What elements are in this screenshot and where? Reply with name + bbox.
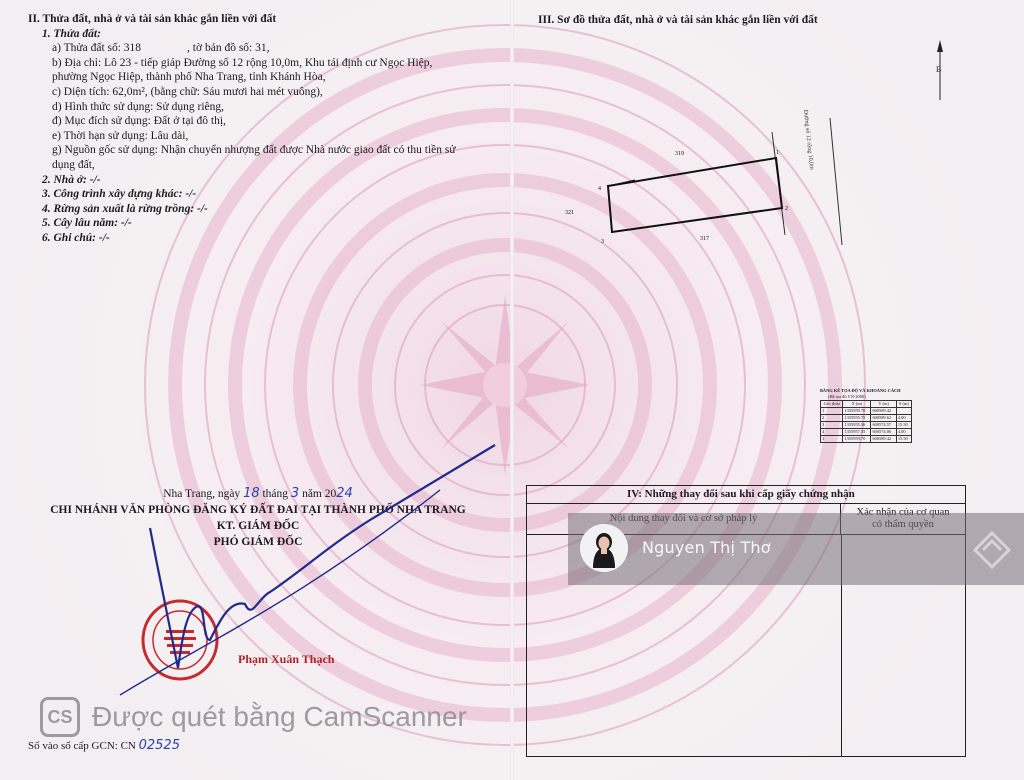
coord-row	[821, 422, 912, 429]
parcel-heading: 1. Thửa đất:	[42, 27, 101, 40]
usage-term: e) Thời hạn sử dụng: Lâu dài,	[52, 129, 189, 142]
parcel-number: a) Thửa đất số: 318 , tờ bản đồ số: 31,	[52, 42, 270, 55]
coord-col-header: Y (m)	[871, 401, 896, 408]
coord-cell: 15.50	[896, 436, 911, 443]
role-title: PHÓ GIÁM ĐỐC	[213, 536, 303, 548]
usage-purpose: đ) Mục đích sử dụng: Đất ở tại đô thị,	[52, 115, 226, 128]
section-title: II. Thửa đất, nhà ở và tài sản khác gắn liền với đất	[28, 13, 277, 25]
coord-cell: 4	[821, 429, 843, 436]
coord-cell	[896, 408, 911, 415]
changes-title: IV: Những thay đổi sau khi cấp giấy chứng nhận	[527, 486, 965, 504]
coord-row	[821, 436, 912, 443]
parcel-diagram	[520, 30, 1020, 330]
coordinate-table	[820, 388, 920, 443]
coord-cell: 15.50	[896, 422, 911, 429]
camscanner-logo-icon: CS	[40, 697, 80, 737]
coord-cell: 600589.42	[871, 436, 896, 443]
lot-321-label: 321	[565, 210, 574, 216]
coord-cell: 3	[821, 422, 843, 429]
camscanner-watermark	[40, 697, 467, 737]
coord-table-grid	[820, 400, 912, 443]
vertex-4: 4	[598, 186, 601, 192]
lot-319-label: 319	[675, 151, 684, 157]
diamond-logo-icon	[972, 530, 1012, 570]
office-name: CHI NHÁNH VĂN PHÒNG ĐĂNG KÝ ĐẤT ĐAI TẠI THÀNH PHỐ NHA TRANG	[50, 504, 466, 516]
vertex-3: 3	[601, 239, 604, 245]
origin-line-1: g) Nguồn gốc sử dụng: Nhận chuyển nhượng đất được Nhà nước giao đất có thu tiền sử	[52, 144, 456, 157]
coord-cell: 4.00	[896, 415, 911, 422]
origin-line-2: dụng đất,	[52, 158, 95, 171]
coord-cell: 1	[821, 436, 843, 443]
vertex-1: 1	[776, 150, 779, 156]
coord-col-header: Góc thửa	[821, 401, 843, 408]
coord-cell: 1355959.70	[843, 436, 871, 443]
road-label: Đường số 12 rộng 10,0m	[802, 109, 815, 171]
lot-317-label: 317	[700, 236, 709, 242]
diagram-title: III. Sơ đồ thửa đất, nhà ở và tài sản khác gắn liền với đất	[538, 14, 818, 26]
coord-col-header: X (m)	[843, 401, 871, 408]
road-line	[830, 118, 842, 245]
house-item: 2. Nhà ở: -/-	[42, 173, 101, 186]
notes-item: 6. Ghi chú: -/-	[42, 231, 110, 244]
agent-name: Nguyen Thị Thơ	[642, 538, 771, 557]
forest-item: 4. Rừng sản xuất là rừng trồng: -/-	[42, 202, 208, 215]
coord-cell: 1355955.75	[843, 415, 871, 422]
coord-cell: 600589.62	[871, 415, 896, 422]
agent-watermark-banner	[568, 513, 1024, 585]
coord-col-header: S (m)	[896, 401, 911, 408]
coord-cell: 600574.57	[871, 422, 896, 429]
coord-row	[821, 408, 912, 415]
vertex-2: 2	[785, 206, 788, 212]
area: c) Diện tích: 62,0m², (bằng chữ: Sáu mươi hai mét vuông),	[52, 85, 323, 98]
registration-serial: Số vào sổ cấp GCN: CN 02525	[28, 738, 180, 753]
coord-cell: 4.00	[896, 429, 911, 436]
address-line-2: phường Ngọc Hiệp, thành phố Nha Trang, tỉnh Khánh Hòa,	[52, 71, 326, 84]
coord-table-subtitle: (Hệ tọa độ VN-2000)	[828, 394, 866, 399]
coord-cell: 1355959.70	[843, 408, 871, 415]
coord-row	[821, 429, 912, 436]
coord-table-title: BẢNG KÊ TỌA ĐỘ VÀ KHOẢNG CÁCH	[820, 388, 901, 393]
camscanner-text: Được quét bằng CamScanner	[92, 701, 467, 732]
coord-cell: 2	[821, 415, 843, 422]
coord-cell: 1355957.35	[843, 429, 871, 436]
issue-date: Nha Trang, ngày 18 tháng 3 năm 2024	[163, 486, 353, 501]
signer-name: Phạm Xuân Thạch	[238, 652, 335, 666]
address-line-1: b) Địa chỉ: Lô 23 - tiếp giáp Đường số 12 rộng 10,0m, Khu tái định cư Ngọc Hiệp,	[52, 56, 433, 69]
coord-cell: 600589.42	[871, 408, 896, 415]
kt-title: KT. GIÁM ĐỐC	[216, 520, 300, 532]
coord-cell: 600574.06	[871, 429, 896, 436]
coord-cell: 1	[821, 408, 843, 415]
construction-item: 3. Công trình xây dựng khác: -/-	[42, 188, 197, 201]
coord-cell: 1355955.36	[843, 422, 871, 429]
north-label: B	[936, 65, 942, 74]
avatar	[580, 524, 628, 572]
coord-row	[821, 415, 912, 422]
usage-form: d) Hình thức sử dụng: Sử dụng riêng,	[52, 100, 225, 113]
parcel-318-outline	[608, 158, 782, 232]
perennial-item: 5. Cây lâu năm: -/-	[42, 217, 132, 230]
